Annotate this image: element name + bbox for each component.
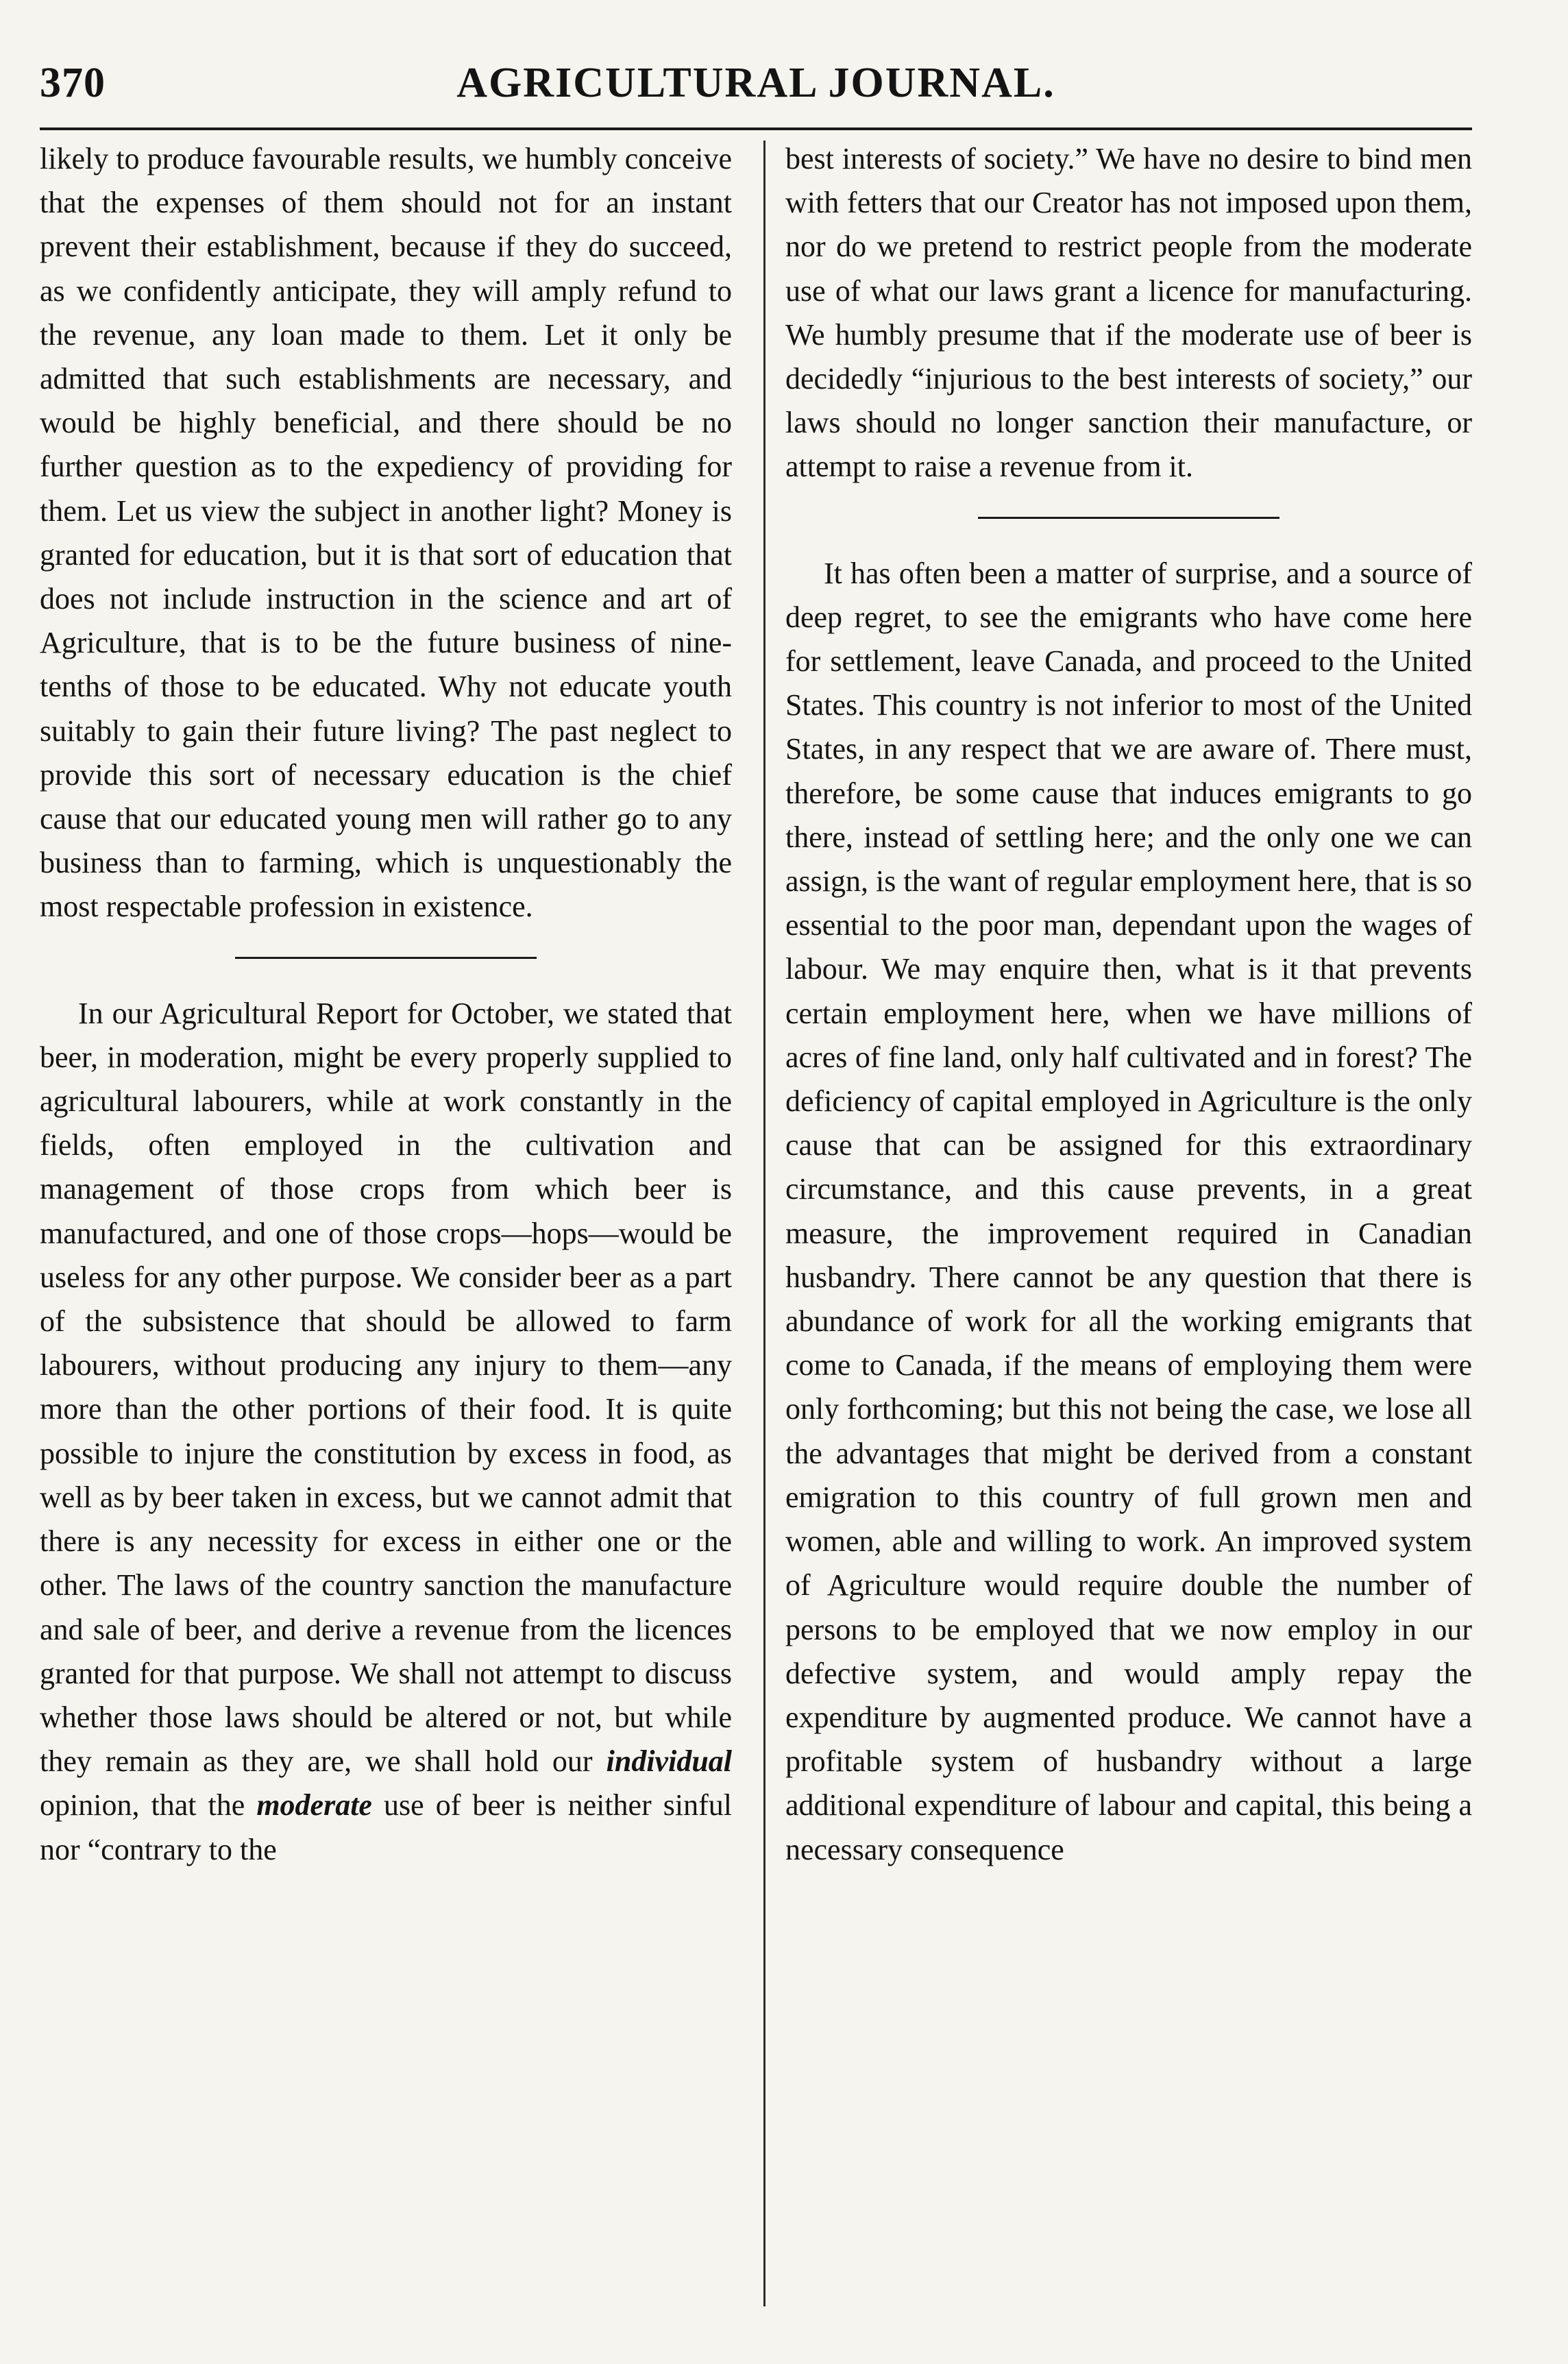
left-paragraph-2-text-b: opinion, that the [40,1788,245,1823]
right-paragraph-1: best interests of society.” We have no desire to bind men with fetters that our Creator has not imposed upon them, nor do we pretend to restrict people from the moderate use of what our laws grant a licence for manufacturing. We humbly presume that if the moderate use of beer is decidedly “injurious to the best interests of society,” our laws should no longer sanction their manufacture, or attempt to raise a revenue from it. [785,142,1472,484]
section-separator [235,957,537,959]
page-number: 370 [40,60,106,106]
emphasis-moderate: moderate [256,1788,372,1823]
left-paragraph-2 [40,992,732,1872]
section-separator [978,517,1279,519]
emphasis-individual: individual [606,1744,732,1779]
left-column [40,137,732,2310]
right-column [785,137,1472,2310]
left-paragraph-2-text-a: In our Agricultural Report for October, we stated that beer, in moderation, might be every properly supplied to agricultural labourers, while at work constantly in the fields, often employed in the cultivation and management of those crops from which beer is manufactured, and one of those crops—hops—would be useless for any other purpose. We consider beer as a part of the subsistence that should be allowed to farm labourers, without producing any injury to them—any more than the other portions of their food. It is quite possible to injure the constitution by excess in food, as well as by beer taken in excess, but we cannot admit that there is any necessity for excess in either one or the other. The laws of the country sanction the manufacture and sale of beer, and derive a revenue from the licences granted for that purpose. We shall not attempt to discuss whether those laws should be altered or not, but while they remain as they are, we shall hold our [40,996,732,1779]
journal-title: AGRICULTURAL JOURNAL. [456,60,1055,106]
left-paragraph-1: likely to produce favourable results, we humbly conceive that the expenses of them should not for an instant prevent their establishment, because if they do succeed, as we confidently anticipate, they will amply refund to the revenue, any loan made to them. Let it only be admitted that such establishments are necessary, and would be highly beneficial, and there should be no further question as to the expediency of providing for them. Let us view the subject in another light? Money is granted for education, but it is that sort of education that does not include instruction in the science and art of Agriculture, that is to be the future business of nine-tenths of those to be educated. Why not educate youth suitably to gain their future living? The past neglect to provide this sort of necessary education is the chief cause that our educated young men will rather go to any business than to farming, which is unquestionably the most respectable profession in existence. [40,142,732,924]
header-rule [40,127,1472,130]
column-divider [763,141,765,2306]
right-paragraph-2: It has often been a matter of surprise, and a source of deep regret, to see the emigrants who have come here for settlement, leave Canada, and proceed to the United States. This country is not inferior to most of the United States, in any respect that we are aware of. There must, therefore, be some cause that induces emigrants to go there, instead of settling here; and the only one we can assign, is the want of regular employment here, that is so essential to the poor man, dependant upon the wages of labour. We may enquire then, what is it that prevents certain employment here, when we have millions of acres of fine land, only half cultivated and in forest? The deficiency of capital employed in Agriculture is the only cause that can be assigned for this extraordinary circumstance, and this cause prevents, in a great measure, the improvement required in Canadian husbandry. There cannot be any question that there is abundance of work for all the working emigrants that come to Canada, if the means of employing them were only forthcoming; but this not being the case, we lose all the advantages that might be derived from a constant emigration to this country of full grown men and women, able and willing to work. An improved system of Agriculture would require double the number of persons to be employed that we now employ in our defective system, and would amply repay the expenditure by augmented produce. We cannot have a profitable system of husbandry without a large additional expenditure of labour and capital, this being a necessary consequence [785,556,1472,1866]
left-paragraph-2-text-c: use of beer is neither sinful nor “contrary to the [40,1788,732,1866]
running-head [40,59,1472,121]
